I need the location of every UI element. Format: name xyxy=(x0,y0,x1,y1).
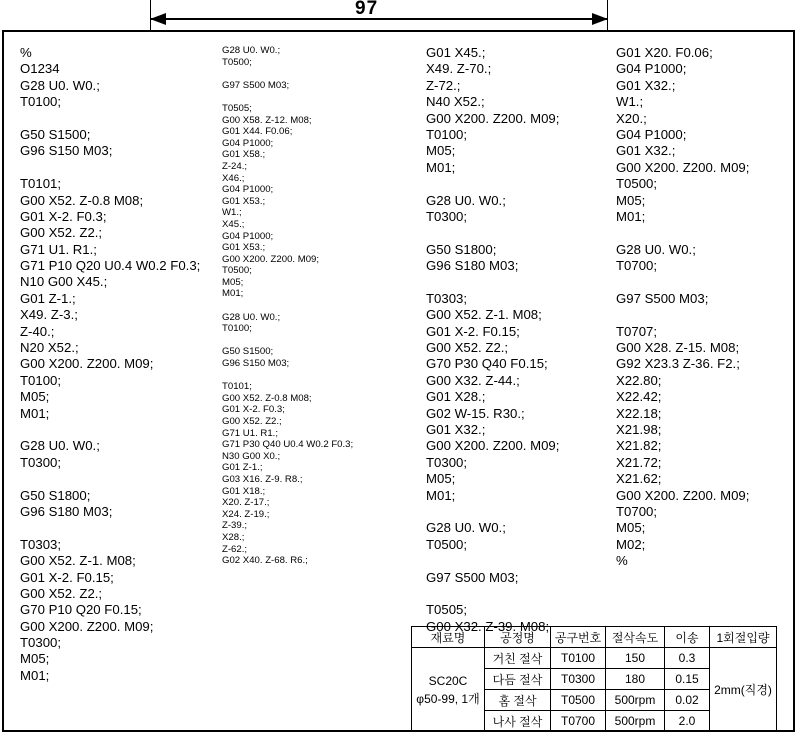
code-line: T0303; xyxy=(20,536,62,552)
code-line: M05; xyxy=(222,276,244,288)
code-line: X21.72; xyxy=(616,454,662,470)
code-line: X24. Z-19.; xyxy=(222,508,270,520)
code-line: G00 X32. Z-44.; xyxy=(426,372,520,388)
code-line: W1.; xyxy=(222,207,242,219)
code-line: G01 X58.; xyxy=(222,149,266,161)
code-line: G01 Z-1.; xyxy=(222,462,263,474)
code-line: Z-40.; xyxy=(20,323,55,339)
code-line: G01 X28.; xyxy=(426,389,486,405)
code-line: G01 X-2. F0.15; xyxy=(20,569,114,585)
dimension-label: 97 xyxy=(355,0,379,19)
code-line: G01 X32.; xyxy=(616,143,676,159)
code-line: % xyxy=(20,45,32,60)
code-line xyxy=(426,225,559,241)
code-line: X49. Z-3.; xyxy=(20,307,78,323)
code-line: T0100; xyxy=(20,94,62,110)
code-line: G00 X52. Z2.; xyxy=(20,225,103,241)
code-line: G00 X32. Z-39. M08; xyxy=(426,618,550,634)
code-line xyxy=(426,553,559,569)
code-line: G50 S1500; xyxy=(20,126,91,142)
code-line: G97 S500 M03; xyxy=(616,290,709,306)
code-line: G01 X-2. F0.3; xyxy=(222,404,285,416)
code-line: G28 U0. W0.; xyxy=(222,45,281,56)
table-row xyxy=(412,648,777,669)
code-line: G00 X52. Z-0.8 M08; xyxy=(20,192,144,208)
code-line xyxy=(222,370,353,382)
code-line: X45.; xyxy=(222,218,245,230)
code-line: G02 X40. Z-68. R6.; xyxy=(222,555,308,567)
code-line xyxy=(426,176,559,192)
cutting-speed: 150 xyxy=(606,648,665,669)
code-line: M05; xyxy=(20,651,50,667)
header-tool-number: 공구번호 xyxy=(551,627,606,648)
code-line: G28 U0. W0.; xyxy=(426,192,506,208)
code-line: G01 X44. F0.06; xyxy=(222,126,293,138)
code-line: G00 X52. Z-1. M08; xyxy=(426,307,542,323)
tool-number: T0700 xyxy=(551,711,606,732)
code-line: T0100; xyxy=(222,323,252,335)
code-line: M01; xyxy=(222,288,244,300)
code-line: G00 X200. Z200. M09; xyxy=(222,253,320,265)
tool-number: T0500 xyxy=(551,690,606,711)
header-feed: 이송 xyxy=(665,627,710,648)
code-line: M05; xyxy=(616,520,646,536)
code-line: X21.62; xyxy=(616,471,662,487)
program-column-1 xyxy=(20,45,200,684)
code-line: M01; xyxy=(426,159,456,175)
code-line: G00 X200. Z200. M09; xyxy=(20,618,154,634)
code-line: G04 P1000; xyxy=(616,126,687,142)
code-line: N30 G00 X0.; xyxy=(222,450,281,462)
code-line: G96 S150 M03; xyxy=(20,143,113,159)
dimension-line xyxy=(150,18,608,20)
code-line: G04 P1000; xyxy=(616,61,687,77)
feed: 0.3 xyxy=(665,648,710,669)
code-line: X22.80; xyxy=(616,372,662,388)
code-line: T0101; xyxy=(20,176,62,192)
material-cell xyxy=(412,648,485,732)
code-line: M02; xyxy=(616,536,646,552)
code-line: G01 X32.; xyxy=(426,421,486,437)
code-line: M01; xyxy=(20,667,50,683)
code-line: Z-62.; xyxy=(222,543,248,555)
code-line: G50 S1800; xyxy=(20,487,91,503)
process-name: 다듬 절삭 xyxy=(485,669,551,690)
table-header-row xyxy=(412,627,777,648)
code-line: M01; xyxy=(20,405,50,421)
cutting-speed: 180 xyxy=(606,669,665,690)
code-line: G00 X52. Z2.; xyxy=(426,340,509,356)
code-line: X20. Z-17.; xyxy=(222,497,270,509)
code-line: G01 X45.; xyxy=(426,45,486,60)
code-line: T0300; xyxy=(426,454,468,470)
process-name: 홈 절삭 xyxy=(485,690,551,711)
depth-of-cut: 2mm(직경) xyxy=(710,648,777,732)
code-line: G04 P1000; xyxy=(222,184,274,196)
code-line: G28 U0. W0.; xyxy=(222,311,281,323)
code-line: G71 P30 Q40 U0.4 W0.2 F0.3; xyxy=(222,439,354,451)
code-line: M05; xyxy=(616,192,646,208)
code-line xyxy=(426,586,559,602)
code-line: G01 X53.; xyxy=(222,242,266,254)
code-line: T0300; xyxy=(426,208,468,224)
code-line: X21.98; xyxy=(616,421,662,437)
code-line xyxy=(222,91,353,103)
code-line: G70 P10 Q20 F0.15; xyxy=(20,602,142,618)
code-line xyxy=(20,160,200,176)
header-process: 공정명 xyxy=(485,627,551,648)
cutting-condition-table xyxy=(411,626,777,732)
code-line xyxy=(616,274,749,290)
code-line: G00 X200. Z200. M09; xyxy=(426,110,560,126)
code-line xyxy=(20,471,200,487)
code-line: X49. Z-70.; xyxy=(426,61,492,77)
code-line: G01 X-2. F0.3; xyxy=(20,208,107,224)
code-line: N40 X52.; xyxy=(426,94,485,110)
code-line xyxy=(426,274,559,290)
code-line: G96 S180 M03; xyxy=(426,258,519,274)
material-size: φ50-99, 1개 xyxy=(416,691,480,706)
code-line: M01; xyxy=(616,208,646,224)
code-line: G50 S1500; xyxy=(222,346,274,358)
code-line: G71 U1. R1.; xyxy=(222,427,278,439)
cutting-speed: 500rpm xyxy=(606,690,665,711)
code-line: G28 U0. W0.; xyxy=(616,241,696,257)
code-line: T0505; xyxy=(426,602,468,618)
code-line: M05; xyxy=(20,389,50,405)
code-line: G00 X58. Z-12. M08; xyxy=(222,114,312,126)
code-line: G00 X52. Z2.; xyxy=(222,416,282,427)
code-line: T0500; xyxy=(222,56,252,68)
code-line: G96 S150 M03; xyxy=(222,358,290,370)
code-line: M01; xyxy=(426,487,456,503)
code-line: N20 X52.; xyxy=(20,340,79,356)
feed: 0.02 xyxy=(665,690,710,711)
code-line: T0100; xyxy=(426,126,468,142)
code-line: G50 S1800; xyxy=(426,241,497,257)
header-cutting-speed: 절삭속도 xyxy=(606,627,665,648)
code-line: G01 X53.; xyxy=(222,195,266,207)
code-line: G00 X200. Z200. M09; xyxy=(20,356,154,372)
code-line: M05; xyxy=(426,143,456,159)
material-name: SC20C xyxy=(428,673,468,688)
code-line: G00 X52. Z-0.8 M08; xyxy=(222,392,312,404)
code-line: X22.42; xyxy=(616,389,662,405)
code-line: T0500; xyxy=(616,176,658,192)
code-line: X22.18; xyxy=(616,405,662,421)
code-line: G03 X16. Z-9. R8.; xyxy=(222,473,303,485)
code-line: Z-72.; xyxy=(426,77,461,93)
cutting-speed: 500rpm xyxy=(606,711,665,732)
code-line: X20.; xyxy=(616,110,647,126)
code-line: T0505; xyxy=(222,102,252,114)
code-line: G00 X200. Z200. M09; xyxy=(426,438,560,454)
code-line: G00 X52. Z-1. M08; xyxy=(20,553,136,569)
code-line: G92 X23.3 Z-36. F2.; xyxy=(616,356,740,372)
code-line xyxy=(20,520,200,536)
code-line: G01 X20. F0.06; xyxy=(616,45,713,60)
process-name: 거친 절삭 xyxy=(485,648,551,669)
code-line: G04 P1000; xyxy=(222,137,274,149)
code-line: T0500; xyxy=(222,265,252,277)
code-line: T0300; xyxy=(20,635,62,651)
code-line: X21.82; xyxy=(616,438,662,454)
code-line: G71 P10 Q20 U0.4 W0.2 F0.3; xyxy=(20,258,201,274)
code-line: G97 S500 M03; xyxy=(426,569,519,585)
code-line: T0101; xyxy=(222,381,252,393)
code-line: G01 X-2. F0.15; xyxy=(426,323,520,339)
code-line: T0100; xyxy=(20,372,62,388)
code-line: T0707; xyxy=(616,323,658,339)
code-line: % xyxy=(616,553,628,569)
code-line: T0700; xyxy=(616,258,658,274)
code-line: G00 X28. Z-15. M08; xyxy=(616,340,740,356)
code-line: Z-24.; xyxy=(222,160,248,172)
code-line xyxy=(222,300,353,312)
process-name: 나사 절삭 xyxy=(485,711,551,732)
code-line: T0500; xyxy=(426,536,468,552)
code-line: G00 X200. Z200. M09; xyxy=(616,159,750,175)
code-line: G28 U0. W0.; xyxy=(20,77,100,93)
code-line xyxy=(20,422,200,438)
code-line xyxy=(20,111,200,127)
program-column-2 xyxy=(222,45,353,567)
dimension-arrow-left-icon xyxy=(150,13,166,25)
code-line: G00 X52. Z2.; xyxy=(20,585,103,601)
tool-number: T0100 xyxy=(551,648,606,669)
program-column-3 xyxy=(426,45,559,635)
tool-number: T0300 xyxy=(551,669,606,690)
code-line xyxy=(616,225,749,241)
code-line: T0300; xyxy=(20,454,62,470)
code-line: G04 P1000; xyxy=(222,230,274,242)
code-line: M05; xyxy=(426,471,456,487)
code-line: Z-39.; xyxy=(222,520,248,532)
header-material: 재료명 xyxy=(412,627,485,648)
code-line: G71 U1. R1.; xyxy=(20,241,97,257)
code-line: T0700; xyxy=(616,503,658,519)
code-line: G01 Z-1.; xyxy=(20,290,76,306)
code-line: W1.; xyxy=(616,94,644,110)
code-line: G28 U0. W0.; xyxy=(20,438,100,454)
code-line: G96 S180 M03; xyxy=(20,503,113,519)
code-line: G28 U0. W0.; xyxy=(426,520,506,536)
code-line: G01 X32.; xyxy=(616,77,676,93)
code-line xyxy=(616,307,749,323)
feed: 0.15 xyxy=(665,669,710,690)
feed: 2.0 xyxy=(665,711,710,732)
code-line: N10 G00 X45.; xyxy=(20,274,108,290)
header-depth-of-cut: 1회절입량 xyxy=(710,627,777,648)
dimension-arrow-right-icon xyxy=(592,13,608,25)
code-line: G02 W-15. R30.; xyxy=(426,405,525,421)
code-line: G00 X200. Z200. M09; xyxy=(616,487,750,503)
code-line: X28.; xyxy=(222,531,245,543)
code-line: G97 S500 M03; xyxy=(222,79,290,91)
code-line xyxy=(222,68,353,80)
code-line xyxy=(222,335,353,347)
program-column-4 xyxy=(616,45,749,570)
code-line: G01 X18.; xyxy=(222,485,266,497)
code-line: T0303; xyxy=(426,290,468,306)
code-line xyxy=(426,504,559,520)
code-line: G70 P30 Q40 F0.15; xyxy=(426,356,548,372)
code-line: O1234 xyxy=(20,61,60,77)
code-line: X46.; xyxy=(222,172,245,184)
